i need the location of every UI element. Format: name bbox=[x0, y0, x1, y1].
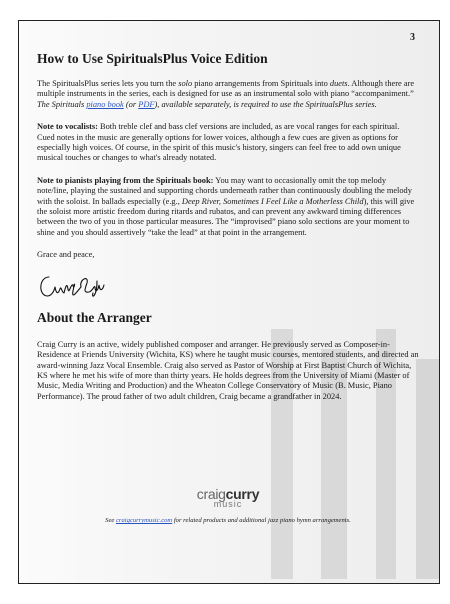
about-paragraph: Craig Curry is an active, widely published composer and arranger. He previously served as Composer-in-Residence at Friends University (Wichita, KS) where he taught music courses, mentored students, and directed an award-winning Jazz Vocal Ensemble. Craig also served as Pastor of Worship at First Baptist Church of Wichita, KS where he met his wife of more than thirty years. He holds degrees from the University of Miami (Master of Music, Media Writing and Production) and the Wheaton College Conservatory of Music (B. Music, Piano Performance). The proud father of two adult children, Craig became a grandfather in 2024. bbox=[37, 339, 419, 401]
craigcurry-music-logo: craigcurry music bbox=[196, 486, 260, 509]
pdf-link[interactable]: PDF bbox=[138, 99, 155, 109]
pianists-lead: Note to pianists playing from the Spirituals book: bbox=[37, 175, 214, 185]
piano-book-link[interactable]: piano book bbox=[86, 99, 124, 109]
page-number: 3 bbox=[410, 32, 415, 43]
pianists-paragraph: Note to pianists playing from the Spirituals book: You may want to occasionally omit the top melody note/line, playing the sustained and supporting chords underneath rather than continuously doubling the melody with the soloist. In ballads especially (e.g., Deep River, Sometimes I Feel Like a Motherless Child), this will give the soloist more artistic freedom during ritards and rubatos, and can prevent any awkward timing differences between the two of you in those particular measures. The “improvised” piano solo sections are your moment to shine and you should assertively “take the lead” at that point in the arrangement. bbox=[37, 175, 415, 237]
about-heading: About the Arranger bbox=[37, 309, 152, 325]
website-link[interactable]: craigcurrymusic.com bbox=[115, 517, 173, 524]
footer-note: See craigcurrymusic.com for related products and additional jazz piano hymn arrangements. bbox=[105, 517, 351, 524]
main-content bbox=[37, 51, 419, 414]
signature-image bbox=[37, 271, 107, 301]
closing-line: Grace and peace, bbox=[37, 250, 95, 260]
intro-paragraph: The SpiritualsPlus series lets you turn the solo piano arrangements from Spirituals into duets. Although there are multiple instruments in the series, each is designed for use as an instrumental solo with piano “accompaniment.” The Spirituals piano book (or PDF), available separately, is required to use the SpiritualsPlus series. bbox=[37, 79, 415, 109]
vocalists-lead: Note to vocalists: bbox=[37, 122, 98, 132]
vocalists-paragraph: Note to vocalists: Both treble clef and bass clef versions are included, as are vocal ranges for each spiritual. Cued notes in the music are generally options for lower voices, although a few cues are given as options for especially high voices. Of course, in the spirit of this music's history, singers can feel free to add own unique musical touches or changes to what's already notated. bbox=[37, 122, 401, 163]
page-title: How to Use SpiritualsPlus Voice Edition bbox=[37, 51, 268, 66]
